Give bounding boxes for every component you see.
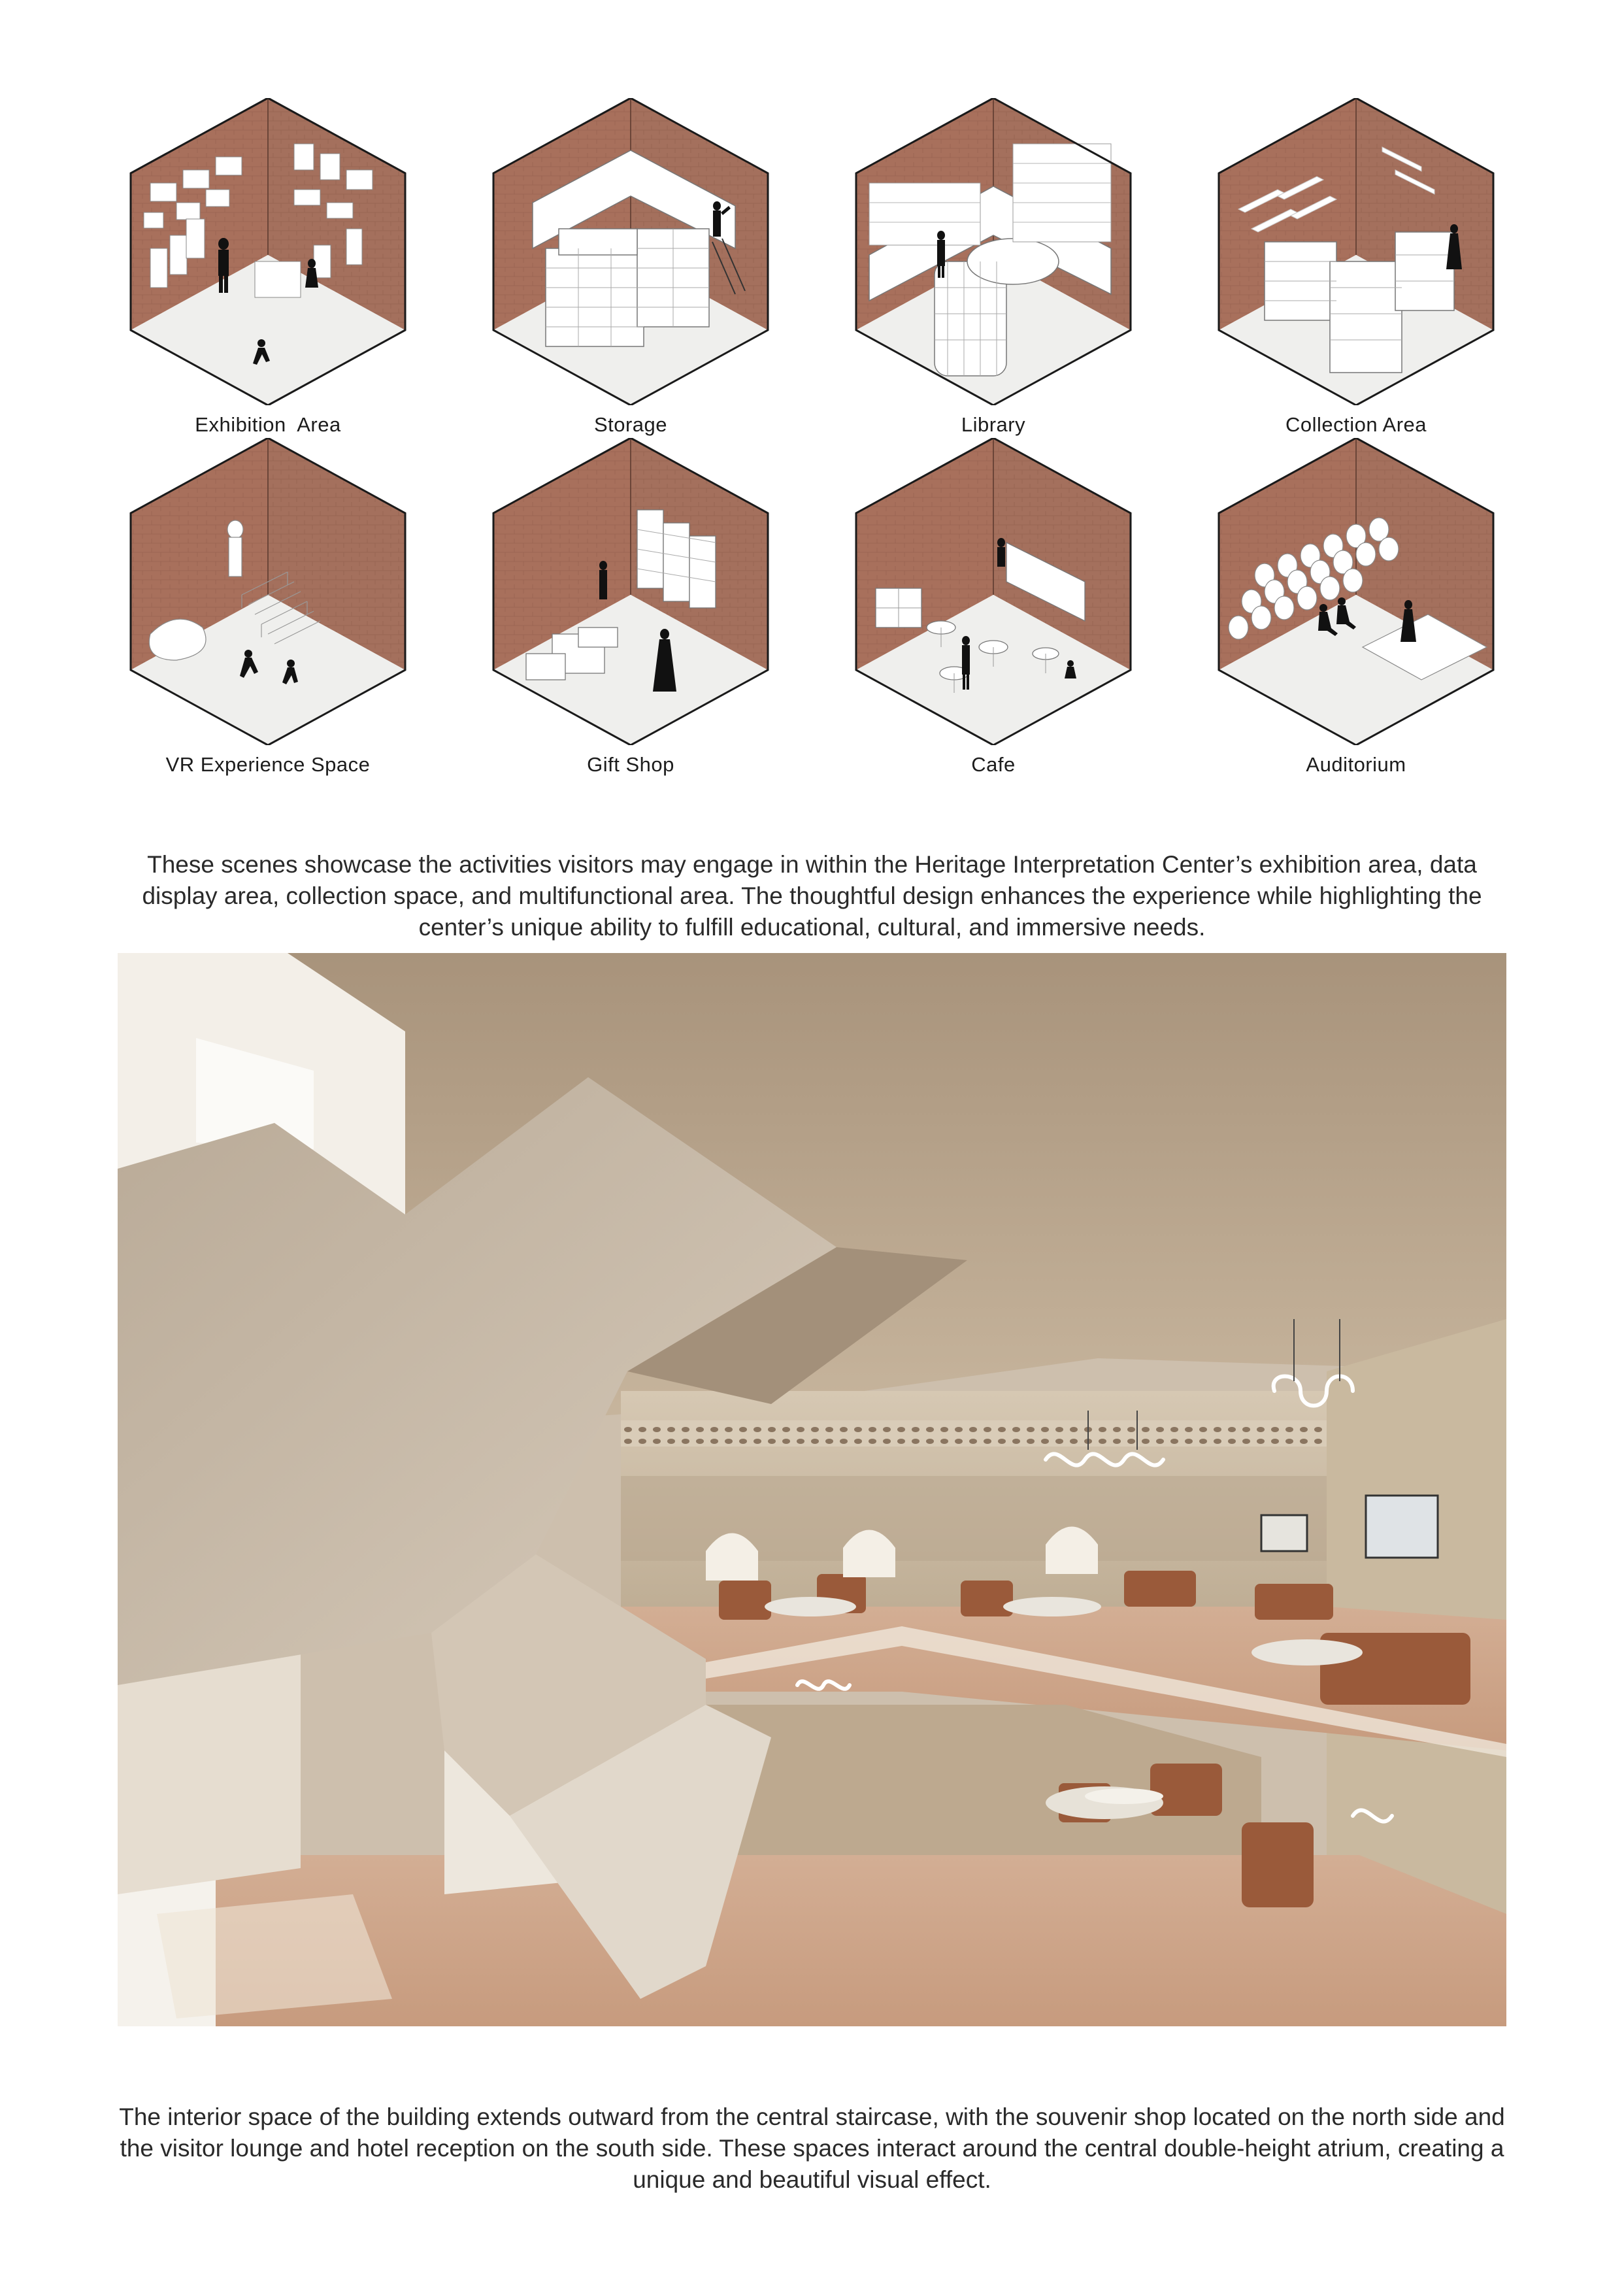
space-card-exhibition xyxy=(105,98,431,464)
cafe-diagram xyxy=(850,438,1137,745)
space-diagram-grid xyxy=(105,98,1519,804)
space-card-vr xyxy=(105,438,431,804)
space-label: Collection Area xyxy=(1285,413,1427,436)
interior-description: The interior space of the building extends outward from the central staircase, with the souvenir shop located on the north side and the visitor lounge and hotel reception on the south side. These spaces interact around the central double-height atrium, creating a unique and beautiful visual effect. xyxy=(119,2103,1505,2193)
library-diagram xyxy=(850,98,1137,405)
space-label: Gift Shop xyxy=(587,753,674,776)
exhibition-area-diagram xyxy=(124,98,412,405)
atrium-rendering xyxy=(118,953,1506,2026)
storage-diagram xyxy=(487,98,774,405)
gift-shop-diagram xyxy=(487,438,774,745)
space-label: Exhibition Area xyxy=(195,413,341,436)
space-card-library xyxy=(830,98,1157,464)
vr-experience-diagram xyxy=(124,438,412,745)
space-label: Storage xyxy=(593,413,668,436)
space-label: Cafe xyxy=(971,753,1016,776)
space-card-cafe xyxy=(830,438,1157,804)
space-card-storage xyxy=(467,98,794,464)
space-card-auditorium xyxy=(1193,438,1519,804)
interior-render xyxy=(118,953,1506,2026)
scenes-description: These scenes showcase the activities visitors may engage in within the Heritage Interpretation Center’s exhibition area, data display area, collection space, and multifunctional area. The thoughtful design enhances the experience while highlighting the center’s unique ability to fulfill educational, cultural, and immersive needs. xyxy=(142,851,1482,941)
space-label: Auditorium xyxy=(1306,753,1406,776)
space-card-collection xyxy=(1193,98,1519,464)
collection-area-diagram xyxy=(1212,98,1500,405)
space-label: VR Experience Space xyxy=(165,753,371,776)
space-label: Library xyxy=(961,413,1026,436)
auditorium-diagram xyxy=(1212,438,1500,745)
space-card-gift-shop xyxy=(467,438,794,804)
